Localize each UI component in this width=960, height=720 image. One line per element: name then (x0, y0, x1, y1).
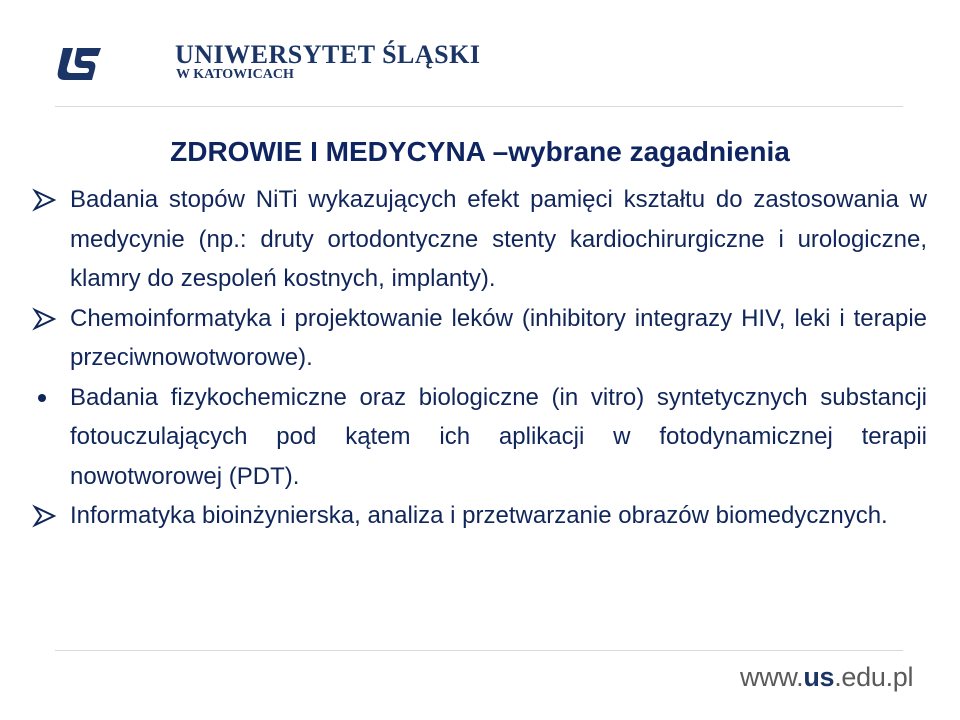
arrow-bullet-icon (32, 180, 62, 219)
university-logo (55, 40, 481, 90)
dot-bullet-icon (38, 394, 46, 402)
logo-city: W KATOWICACH (176, 67, 294, 82)
list-item (32, 299, 927, 378)
logo-name: UNIWERSYTET ŚLĄSKI (175, 40, 481, 69)
arrow-bullet-icon (32, 299, 62, 338)
arrow-bullet-icon (32, 496, 62, 535)
list-item (32, 378, 927, 497)
bullet-list (32, 180, 927, 536)
website-url[interactable] (740, 662, 913, 693)
bottom-divider (55, 650, 903, 651)
list-item (32, 180, 927, 299)
slide-title: ZDROWIE I MEDYCYNA –wybrane zagadnienia (170, 136, 790, 167)
top-divider (55, 106, 903, 107)
url-suffix: .edu.pl (834, 662, 914, 692)
list-item-text: Chemoinformatyka i projektowanie leków (inhibitory integrazy HIV, leki i terapie przeciwnowotworowe). (70, 304, 927, 371)
list-item-text: Badania fizykochemiczne oraz biologiczne (in vitro) syntetycznych substancji fotouczulających pod kątem ich aplikacji w fotodynamicznej terapii nowotworowej (PDT). (70, 383, 927, 490)
url-bold: us (803, 662, 835, 692)
list-item (32, 496, 927, 536)
url-prefix: www. (740, 662, 804, 692)
list-item-text: Informatyka bioinżynierska, analiza i przetwarzanie obrazów biomedycznych. (70, 502, 888, 529)
list-item-text: Badania stopów NiTi wykazujących efekt pamięci kształtu do zastosowania w medycynie (np.: druty ortodontyczne stenty kardiochirurgiczne i urologiczne, klamry do zespoleń kostnych, implanty). (70, 186, 927, 292)
university-emblem-icon (55, 42, 107, 84)
